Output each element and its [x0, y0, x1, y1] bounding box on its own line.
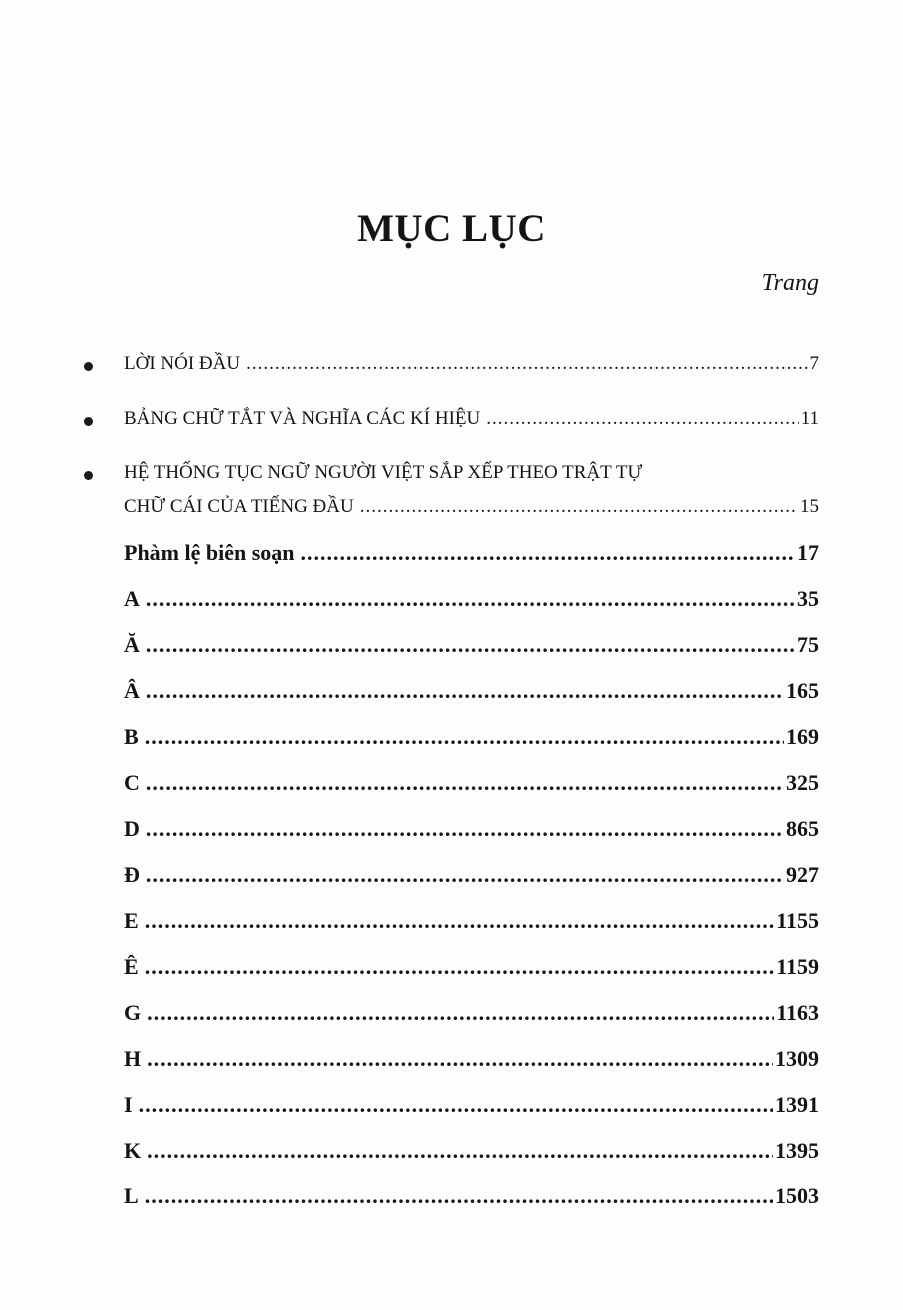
toc-entry-page: 17: [797, 540, 819, 565]
toc-entry-letter[interactable]: [124, 908, 819, 934]
toc-entry-letter[interactable]: [124, 724, 819, 750]
toc-entry-letter[interactable]: [124, 954, 819, 980]
dot-leader: [139, 1092, 773, 1118]
page-title: MỤC LỤC: [357, 207, 546, 250]
toc-entry-label: BẢNG CHỮ TẮT VÀ NGHĨA CÁC KÍ HIỆU: [124, 408, 481, 429]
toc-entry-label: Đ: [124, 862, 140, 887]
page-column-label: Trang: [761, 270, 819, 296]
dot-leader: [146, 862, 784, 888]
dot-leader: [145, 724, 784, 750]
toc-entry-bang-chu-tat[interactable]: [124, 406, 819, 432]
toc-entry-letter[interactable]: [124, 1000, 819, 1026]
toc-entry-label: I: [124, 1092, 133, 1117]
toc-entry-label: C: [124, 770, 140, 795]
toc-entry-page: 169: [786, 724, 819, 749]
dot-leader: [145, 1183, 773, 1209]
toc-entry-label: Ê: [124, 954, 139, 979]
toc-entry-letter[interactable]: [124, 862, 819, 888]
toc-entry-label: B: [124, 724, 139, 749]
dot-leader: [147, 1046, 773, 1072]
toc-entry-letter[interactable]: [124, 770, 819, 796]
toc-entry-page: 1309: [775, 1046, 819, 1071]
toc-entry-page: 1395: [775, 1138, 819, 1163]
bullet-icon: [84, 362, 93, 371]
toc-entry-page: 1503: [775, 1183, 819, 1208]
dot-leader: [146, 816, 784, 842]
dot-leader: [147, 1138, 773, 1164]
toc-entry-page: 1155: [776, 908, 819, 933]
dot-leader: [145, 954, 775, 980]
toc-entry-page: 1163: [776, 1000, 819, 1025]
dot-leader: [147, 1000, 774, 1026]
dot-leader: [146, 678, 784, 704]
toc-entry-letter[interactable]: [124, 632, 819, 658]
dot-leader: [301, 540, 795, 566]
toc-entry-label: A: [124, 586, 140, 611]
dot-leader: [146, 632, 795, 658]
dot-leader: [146, 770, 784, 796]
toc-entry-loi-noi-dau[interactable]: [124, 351, 819, 377]
toc-entry-page: 865: [786, 816, 819, 841]
dot-leader: [486, 406, 798, 432]
bullet-icon: [84, 417, 93, 426]
toc-entry-main-section[interactable]: [124, 494, 819, 520]
toc-entry-pham-le[interactable]: [124, 540, 819, 566]
toc-entry-page: 75: [797, 632, 819, 657]
toc-entry-page: 7: [809, 353, 819, 374]
toc-entry-label: K: [124, 1138, 142, 1163]
toc-entry-label: G: [124, 1000, 142, 1025]
dot-leader: [146, 586, 795, 612]
toc-entry-label: E: [124, 908, 139, 933]
toc-entry-page: 927: [786, 862, 819, 887]
toc-entry-page: 15: [800, 496, 819, 517]
toc-entry-label: Phàm lệ biên soạn: [124, 540, 295, 565]
toc-entry-letter[interactable]: [124, 1046, 819, 1072]
bullet-icon: [84, 471, 93, 480]
toc-entry-letter[interactable]: [124, 1138, 819, 1164]
toc-entry-label: LỜI NÓI ĐẦU: [124, 353, 241, 374]
toc-entry-main-line1: HỆ THỐNG TỤC NGỮ NGƯỜI VIỆT SẮP XẾP THEO TRẬT TỰ: [124, 462, 643, 483]
toc-entry-label: CHỮ CÁI CỦA TIẾNG ĐẦU: [124, 496, 354, 517]
toc-entry-label: L: [124, 1183, 139, 1208]
toc-entry-letter[interactable]: [124, 678, 819, 704]
dot-leader: [360, 494, 798, 520]
toc-entry-page: 11: [800, 408, 819, 429]
toc-entry-page: 1391: [775, 1092, 819, 1117]
toc-entry-page: 325: [786, 770, 819, 795]
toc-entry-letter[interactable]: [124, 1183, 819, 1209]
toc-entry-page: 1159: [776, 954, 819, 979]
toc-entry-page: 35: [797, 586, 819, 611]
toc-entry-page: 165: [786, 678, 819, 703]
toc-entry-letter[interactable]: [124, 1092, 819, 1118]
toc-entry-label: Ă: [124, 632, 140, 657]
dot-leader: [246, 351, 807, 377]
toc-entry-letter[interactable]: [124, 586, 819, 612]
toc-entry-label: D: [124, 816, 140, 841]
dot-leader: [145, 908, 775, 934]
toc-entry-label: H: [124, 1046, 142, 1071]
toc-entry-label: Â: [124, 678, 140, 703]
toc-entry-letter[interactable]: [124, 816, 819, 842]
